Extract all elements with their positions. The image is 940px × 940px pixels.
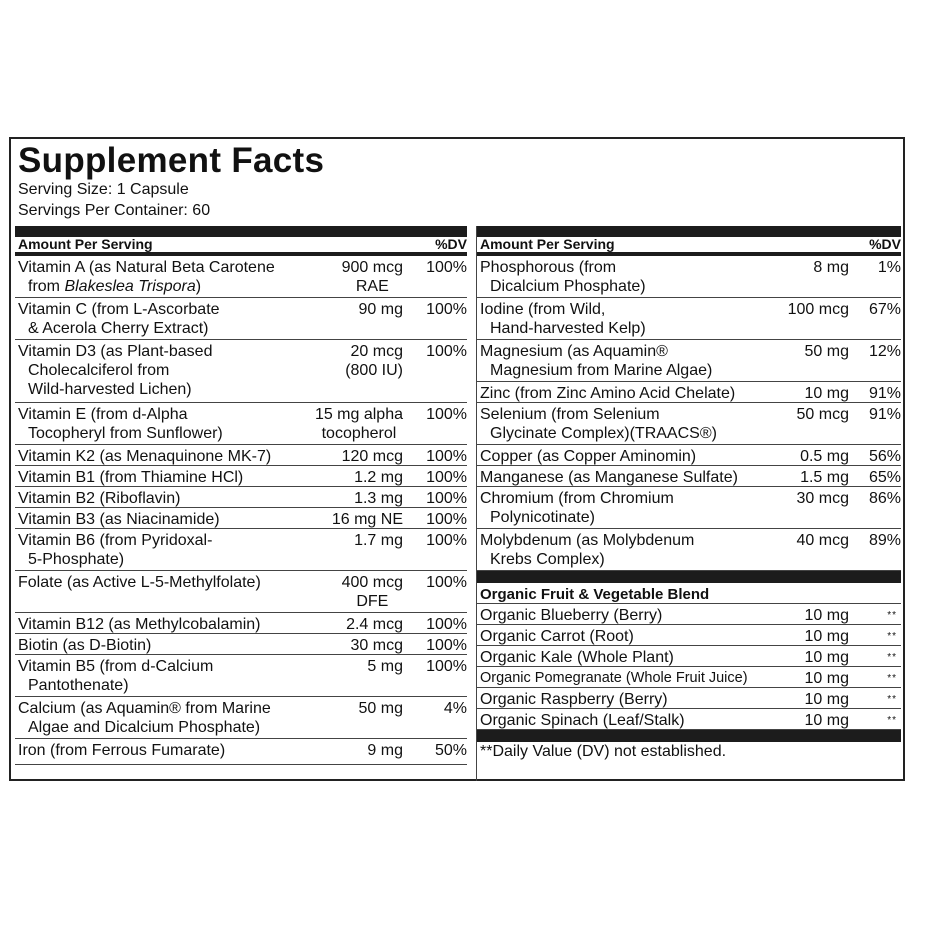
nutrient-row bbox=[15, 340, 467, 403]
blend-ingredient-dv: ** bbox=[887, 652, 897, 663]
nutrient-name bbox=[480, 468, 738, 487]
nutrient-amount bbox=[354, 531, 403, 550]
nutrient-amount-line: 15 mg alpha bbox=[314, 406, 403, 423]
nutrient-name bbox=[18, 510, 220, 529]
nutrient-amount-line: 50 mcg bbox=[796, 406, 849, 423]
blend-ingredient-dv: ** bbox=[887, 694, 897, 705]
blend-row bbox=[477, 625, 901, 646]
blend-ingredient-dv: ** bbox=[887, 715, 897, 726]
nutrient-name-line: Phosphorous (from bbox=[480, 259, 617, 276]
blend-ingredient-name: Organic Spinach (Leaf/Stalk) bbox=[480, 712, 685, 729]
nutrient-name bbox=[18, 741, 225, 760]
nutrient-row bbox=[15, 634, 467, 655]
nutrient-name-line: Vitamin C (from L-Ascorbate bbox=[18, 301, 220, 318]
nutrient-name bbox=[480, 258, 646, 296]
nutrient-name-line: Iron (from Ferrous Fumarate) bbox=[18, 742, 226, 759]
nutrient-name-line: Polynicotinate) bbox=[490, 509, 595, 526]
blend-ingredient-name: Organic Raspberry (Berry) bbox=[480, 691, 668, 708]
nutrient-amount bbox=[315, 405, 403, 443]
nutrient-amount-line: 20 mcg bbox=[350, 343, 403, 360]
nutrient-amount-line: 1.2 mg bbox=[354, 469, 403, 486]
nutrient-name bbox=[18, 447, 271, 466]
thick-rule bbox=[477, 571, 901, 583]
nutrient-amount-line: 400 mcg bbox=[341, 574, 403, 591]
nutrient-row bbox=[477, 466, 901, 487]
nutrient-name bbox=[18, 699, 271, 737]
nutrient-dv: 100% bbox=[426, 574, 467, 591]
nutrient-amount bbox=[342, 573, 403, 611]
nutrient-amount bbox=[345, 342, 403, 380]
nutrient-amount bbox=[813, 258, 849, 277]
nutrient-dv: 91% bbox=[868, 406, 901, 423]
nutrient-amount-line: 8 mg bbox=[813, 259, 849, 276]
nutrient-row bbox=[15, 739, 467, 765]
nutrient-dv: 56% bbox=[868, 448, 901, 465]
nutrient-amount-line: 10 mg bbox=[804, 385, 849, 402]
nutrient-name-line: from Blakeslea Trispora) bbox=[28, 278, 202, 295]
nutrient-amount bbox=[342, 447, 403, 466]
nutrient-name-line: Vitamin B1 (from Thiamine HCl) bbox=[18, 469, 244, 486]
nutrient-row bbox=[477, 403, 901, 445]
blend-ingredient-amount: 10 mg bbox=[804, 712, 849, 729]
nutrient-amount-line: 90 mg bbox=[358, 301, 403, 318]
nutrient-name bbox=[18, 300, 220, 338]
nutrient-dv: 100% bbox=[426, 490, 467, 507]
nutrient-name-line: Calcium (as Aquamin® from Marine bbox=[18, 700, 271, 717]
nutrient-amount-line: 120 mcg bbox=[341, 448, 403, 465]
nutrient-name-line: Vitamin E (from d-Alpha bbox=[18, 406, 188, 423]
blend-ingredient-dv: ** bbox=[887, 673, 897, 684]
nutrient-name-line: Pantothenate) bbox=[28, 677, 129, 694]
nutrient-name-line: Glycinate Complex)(TRAACS®) bbox=[490, 425, 717, 442]
nutrient-name-line: Biotin (as D-Biotin) bbox=[18, 637, 152, 654]
nutrient-name bbox=[18, 405, 223, 443]
blend-row bbox=[477, 667, 901, 688]
nutrient-row bbox=[477, 445, 901, 466]
blend-ingredient-amount: 10 mg bbox=[804, 670, 849, 687]
nutrient-dv: 100% bbox=[426, 448, 467, 465]
nutrient-row bbox=[477, 298, 901, 340]
nutrient-amount bbox=[359, 699, 403, 718]
nutrient-amount-line: RAE bbox=[355, 278, 389, 295]
nutrient-name bbox=[18, 573, 261, 592]
nutrient-amount bbox=[805, 384, 849, 403]
nutrient-name bbox=[18, 258, 275, 296]
blend-ingredient-amount: 10 mg bbox=[804, 649, 849, 666]
nutrient-list-left bbox=[15, 256, 467, 765]
nutrient-row bbox=[477, 382, 901, 403]
nutrient-amount bbox=[800, 468, 849, 487]
nutrient-row bbox=[15, 697, 467, 739]
nutrient-name bbox=[480, 300, 646, 338]
blend-ingredient-amount: 10 mg bbox=[804, 628, 849, 645]
nutrient-name-line: 5-Phosphate) bbox=[28, 551, 125, 568]
nutrient-dv: 100% bbox=[426, 532, 467, 549]
nutrient-name-line: Magnesium from Marine Algae) bbox=[490, 362, 713, 379]
nutrient-amount-line: 0.5 mg bbox=[800, 448, 849, 465]
nutrient-amount-line: 16 mg NE bbox=[331, 511, 403, 528]
nutrient-row bbox=[15, 466, 467, 487]
nutrient-row bbox=[477, 529, 901, 571]
nutrient-amount bbox=[367, 741, 403, 760]
nutrient-name-line: Molybdenum (as Molybdenum bbox=[480, 532, 695, 549]
nutrient-amount-line: 1.3 mg bbox=[354, 490, 403, 507]
blend-title: Organic Fruit & Vegetable Blend bbox=[480, 586, 710, 603]
page-title: Supplement Facts bbox=[18, 141, 325, 180]
nutrient-dv: 100% bbox=[426, 511, 467, 528]
nutrient-list-right bbox=[477, 256, 901, 571]
nutrient-row bbox=[15, 529, 467, 571]
nutrient-dv: 100% bbox=[426, 658, 467, 675]
nutrient-amount-line: 100 mcg bbox=[787, 301, 849, 318]
dv-label: %DV bbox=[869, 236, 901, 252]
nutrient-name-line: Vitamin B3 (as Niacinamide) bbox=[18, 511, 220, 528]
nutrient-amount-line: 1.7 mg bbox=[354, 532, 403, 549]
nutrient-name bbox=[480, 342, 712, 380]
nutrient-row bbox=[15, 403, 467, 445]
blend-row bbox=[477, 604, 901, 625]
column-header bbox=[15, 237, 467, 256]
blend-ingredient-name: Organic Pomegranate (Whole Fruit Juice) bbox=[480, 670, 748, 686]
blend-ingredient-amount: 10 mg bbox=[804, 691, 849, 708]
nutrient-name bbox=[18, 489, 180, 508]
nutrient-amount-line: 900 mcg bbox=[341, 259, 403, 276]
amount-per-serving-label: Amount Per Serving bbox=[18, 236, 153, 252]
nutrient-dv: 100% bbox=[426, 301, 467, 318]
nutrient-dv: 67% bbox=[868, 301, 901, 318]
nutrient-amount-line: 30 mcg bbox=[796, 490, 849, 507]
nutrient-amount-line: 2.4 mcg bbox=[346, 616, 403, 633]
nutrient-amount bbox=[342, 258, 403, 296]
nutrient-name-line: Copper (as Copper Aminomin) bbox=[480, 448, 697, 465]
nutrient-amount bbox=[354, 468, 403, 487]
nutrient-amount-line: 30 mcg bbox=[350, 637, 403, 654]
left-column bbox=[15, 226, 467, 765]
nutrient-row bbox=[15, 613, 467, 634]
nutrient-name-line: Zinc (from Zinc Amino Acid Chelate) bbox=[480, 385, 736, 402]
nutrient-amount-line: 50 mg bbox=[804, 343, 849, 360]
nutrient-dv: 12% bbox=[868, 343, 901, 360]
nutrient-row bbox=[15, 571, 467, 613]
nutrient-row bbox=[477, 256, 901, 298]
nutrient-name-line: Vitamin B6 (from Pyridoxal- bbox=[18, 532, 213, 549]
nutrient-name bbox=[480, 531, 694, 569]
nutrient-name bbox=[18, 636, 151, 655]
nutrient-dv: 91% bbox=[868, 385, 901, 402]
nutrient-name bbox=[18, 657, 213, 695]
nutrient-name bbox=[480, 405, 717, 443]
nutrient-name-line: Magnesium (as Aquamin® bbox=[480, 343, 668, 360]
right-column bbox=[477, 226, 901, 760]
nutrient-amount bbox=[346, 615, 403, 634]
nutrient-name bbox=[18, 468, 243, 487]
nutrient-name-line: Vitamin B12 (as Methylcobalamin) bbox=[18, 616, 261, 633]
nutrient-dv: 100% bbox=[426, 616, 467, 633]
nutrient-name bbox=[480, 489, 674, 527]
nutrient-dv: 89% bbox=[868, 532, 901, 549]
serving-size: Serving Size: 1 Capsule bbox=[18, 181, 189, 198]
nutrient-amount bbox=[800, 447, 849, 466]
blend-row bbox=[477, 709, 901, 730]
nutrient-name-line: Vitamin A (as Natural Beta Carotene bbox=[18, 259, 275, 276]
nutrient-name-line: & Acerola Cherry Extract) bbox=[28, 320, 209, 337]
blend-ingredient-dv: ** bbox=[887, 631, 897, 642]
nutrient-name bbox=[18, 342, 212, 399]
nutrient-name-line: Vitamin D3 (as Plant-based bbox=[18, 343, 213, 360]
nutrient-amount bbox=[797, 489, 849, 508]
nutrient-amount bbox=[797, 405, 849, 424]
nutrient-amount-line: 40 mcg bbox=[796, 532, 849, 549]
blend-ingredient-amount: 10 mg bbox=[804, 607, 849, 624]
nutrient-dv: 100% bbox=[426, 259, 467, 276]
footnote: **Daily Value (DV) not established. bbox=[480, 743, 727, 760]
nutrient-dv: 50% bbox=[434, 742, 467, 759]
blend-ingredient-name: Organic Blueberry (Berry) bbox=[480, 607, 663, 624]
nutrient-name-line: Dicalcium Phosphate) bbox=[490, 278, 646, 295]
blend-row bbox=[477, 646, 901, 667]
nutrient-name-line: Hand-harvested Kelp) bbox=[490, 320, 646, 337]
nutrient-row bbox=[15, 655, 467, 697]
nutrient-amount-line: 5 mg bbox=[367, 658, 403, 675]
nutrient-amount bbox=[805, 342, 849, 361]
thick-rule bbox=[477, 730, 901, 742]
nutrient-amount bbox=[332, 510, 403, 529]
nutrient-name bbox=[480, 384, 735, 403]
nutrient-name-line: Iodine (from Wild, bbox=[480, 301, 606, 318]
nutrient-name-line: Chromium (from Chromium bbox=[480, 490, 674, 507]
nutrient-name-line: Wild-harvested Lichen) bbox=[28, 381, 192, 398]
blend-ingredient-dv: ** bbox=[887, 610, 897, 621]
blend-header bbox=[477, 583, 901, 604]
nutrient-name-line: Folate (as Active L-5-Methylfolate) bbox=[18, 574, 261, 591]
nutrient-name bbox=[18, 531, 212, 569]
nutrient-amount-line: 50 mg bbox=[358, 700, 403, 717]
blend-row bbox=[477, 688, 901, 709]
nutrient-dv: 4% bbox=[443, 700, 467, 717]
nutrient-amount bbox=[359, 300, 403, 319]
nutrient-row bbox=[15, 487, 467, 508]
nutrient-amount-line: DFE bbox=[356, 593, 389, 610]
nutrient-amount bbox=[367, 657, 403, 676]
nutrient-amount-line: tocopherol bbox=[321, 425, 397, 442]
nutrient-name-line: Vitamin B2 (Riboflavin) bbox=[18, 490, 181, 507]
nutrient-dv: 86% bbox=[868, 490, 901, 507]
nutrient-row bbox=[15, 508, 467, 529]
nutrient-row bbox=[15, 445, 467, 466]
nutrient-amount bbox=[797, 531, 849, 550]
nutrient-dv: 100% bbox=[426, 637, 467, 654]
supplement-facts-panel bbox=[9, 137, 905, 781]
nutrient-amount-line: 1.5 mg bbox=[800, 469, 849, 486]
nutrient-name-line: Selenium (from Selenium bbox=[480, 406, 660, 423]
dv-label: %DV bbox=[435, 236, 467, 252]
nutrient-name bbox=[18, 615, 260, 634]
servings-per-container: Servings Per Container: 60 bbox=[18, 202, 211, 219]
nutrient-row bbox=[477, 340, 901, 382]
nutrient-amount-line: (800 IU) bbox=[345, 362, 403, 379]
column-header bbox=[477, 237, 901, 256]
nutrient-row bbox=[477, 487, 901, 529]
amount-per-serving-label: Amount Per Serving bbox=[480, 236, 615, 252]
nutrient-dv: 1% bbox=[877, 259, 901, 276]
nutrient-name-line: Vitamin B5 (from d-Calcium bbox=[18, 658, 214, 675]
nutrient-name-line: Manganese (as Manganese Sulfate) bbox=[480, 469, 738, 486]
nutrient-name-line: Vitamin K2 (as Menaquinone MK-7) bbox=[18, 448, 272, 465]
nutrient-dv: 65% bbox=[868, 469, 901, 486]
blend-list bbox=[477, 604, 901, 730]
nutrient-amount bbox=[354, 489, 403, 508]
species-name: Blakeslea Trispora bbox=[64, 278, 196, 295]
nutrient-name-line: Krebs Complex) bbox=[490, 551, 605, 568]
nutrient-row bbox=[15, 298, 467, 340]
nutrient-name-line: Tocopheryl from Sunflower) bbox=[28, 425, 223, 442]
nutrient-dv: 100% bbox=[426, 343, 467, 360]
nutrient-dv: 100% bbox=[426, 469, 467, 486]
nutrient-name-line: Algae and Dicalcium Phosphate) bbox=[28, 719, 261, 736]
nutrient-name-line: Cholecalciferol from bbox=[28, 362, 170, 379]
nutrient-amount bbox=[351, 636, 403, 655]
nutrient-amount bbox=[788, 300, 849, 319]
blend-ingredient-name: Organic Kale (Whole Plant) bbox=[480, 649, 674, 666]
nutrient-name bbox=[480, 447, 696, 466]
blend-ingredient-name: Organic Carrot (Root) bbox=[480, 628, 634, 645]
nutrient-amount-line: 9 mg bbox=[367, 742, 403, 759]
nutrient-dv: 100% bbox=[426, 406, 467, 423]
nutrient-row bbox=[15, 256, 467, 298]
